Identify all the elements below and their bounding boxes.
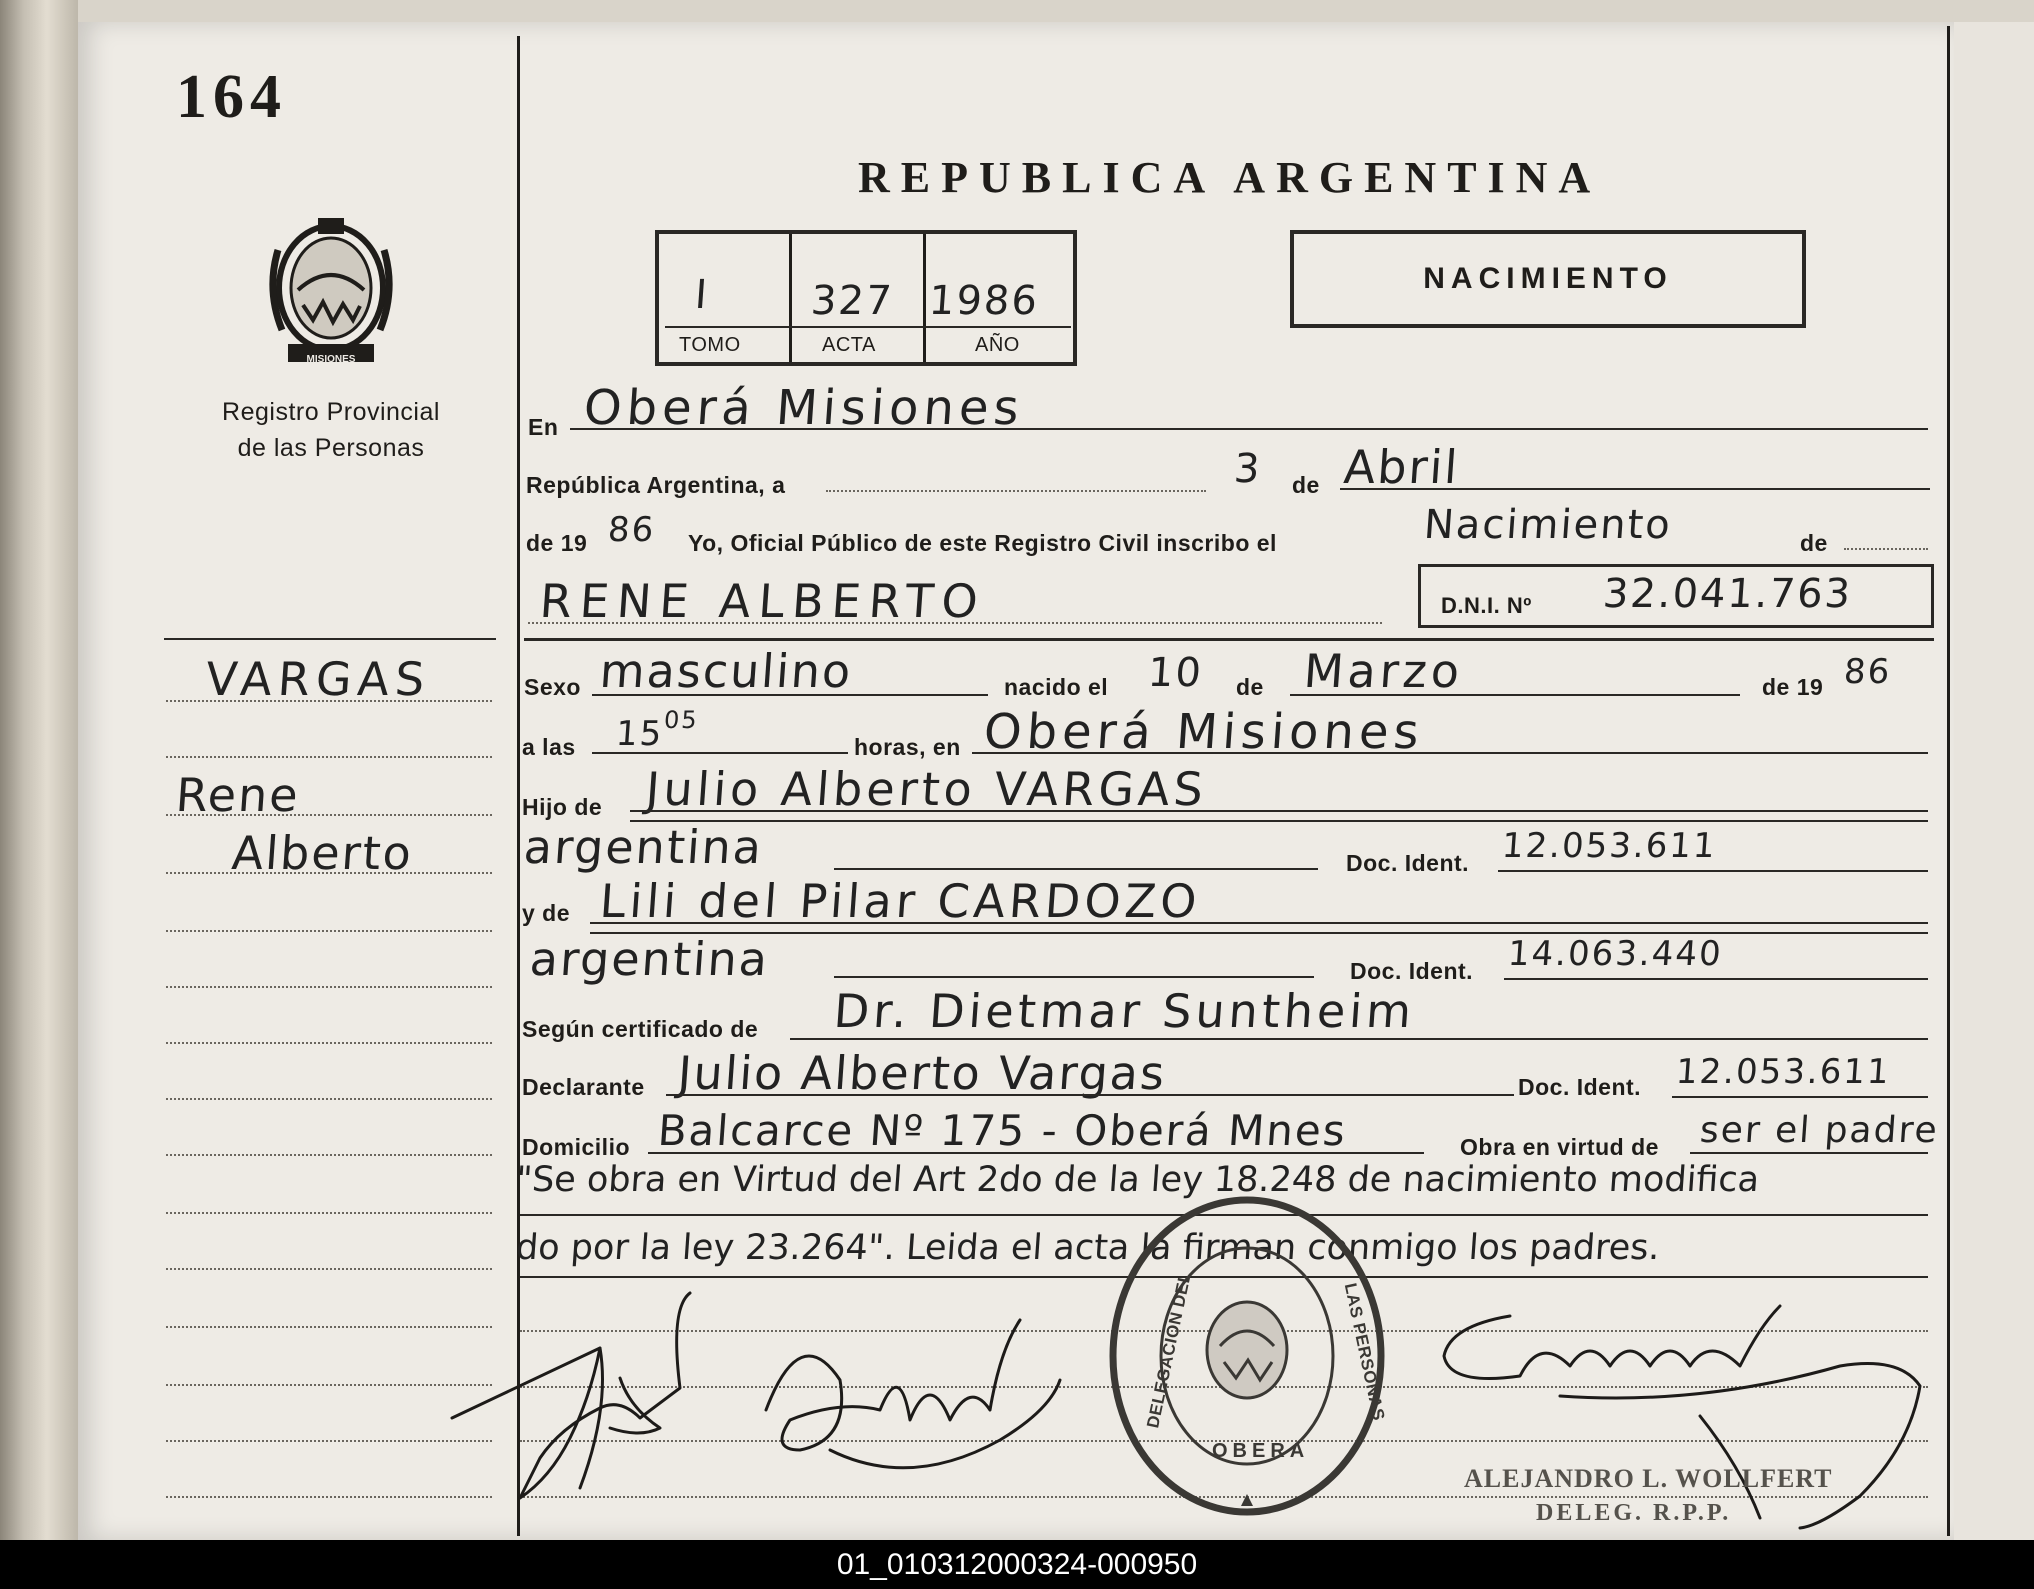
- line: [1672, 1096, 1928, 1098]
- line: [592, 694, 988, 696]
- mother-nationality: argentina: [528, 932, 771, 986]
- declarante-doc: 12.053.611: [1674, 1052, 1893, 1092]
- line: [1340, 488, 1930, 490]
- oficial-text: Yo, Oficial Público de este Registro Civil inscribo el: [688, 530, 1277, 556]
- document-id: 01_010312000324-000950: [836, 1548, 1198, 1581]
- official-name: ALEJANDRO L. WOLLFERT: [1464, 1464, 1833, 1493]
- declarante-label: Declarante: [522, 1074, 645, 1100]
- line: [528, 622, 1382, 624]
- signature-father: [450, 1288, 740, 1518]
- book-binding: [0, 0, 78, 1540]
- dni-box: [1418, 564, 1934, 628]
- place-value: Oberá Misiones: [582, 380, 1026, 436]
- republica-label: República Argentina, a: [526, 472, 786, 498]
- hour-value: 15: [614, 714, 665, 754]
- stamp-bottom-text: OBERA: [1212, 1440, 1310, 1462]
- line: [666, 1094, 1514, 1096]
- margin-line: [166, 1154, 492, 1156]
- line: [790, 1038, 1928, 1040]
- year-prefix: de 19: [526, 530, 588, 556]
- domicilio-label: Domicilio: [522, 1134, 631, 1160]
- margin-line: [166, 1212, 492, 1214]
- anio-value: 1986: [927, 278, 1041, 324]
- margin-surname: VARGAS: [204, 652, 433, 706]
- margin-line: [166, 1384, 492, 1386]
- mother-name: Lili del Pilar CARDOZO: [598, 874, 1203, 928]
- line: [1290, 694, 1740, 696]
- act-type-label: NACIMIENTO: [1423, 262, 1673, 295]
- father-doc-label: Doc. Ident.: [1346, 850, 1470, 876]
- birth-month: Marzo: [1302, 644, 1465, 698]
- birth-de: de: [1236, 674, 1264, 700]
- row-rule: [524, 638, 1934, 641]
- margin-line: [166, 986, 492, 988]
- registry-name-line2: de las Personas: [237, 434, 425, 462]
- margin-line: [166, 1326, 492, 1328]
- obra-value: ser el padre: [1698, 1110, 1941, 1151]
- stamp-left-text: DELEGACION DEL: [1143, 1270, 1195, 1430]
- line: [630, 820, 1928, 822]
- book-top-edge: [0, 0, 2034, 24]
- sexo-label: Sexo: [524, 674, 581, 700]
- minutes-value: 05: [663, 706, 700, 734]
- dni-value: 32.041.763: [1601, 571, 1854, 617]
- line: [648, 1152, 1424, 1154]
- margin-line: [166, 1268, 492, 1270]
- line: [630, 810, 1928, 812]
- declarante-name: Julio Alberto Vargas: [676, 1046, 1168, 1100]
- dni-label: D.N.I. Nº: [1441, 593, 1532, 618]
- a-las-label: a las: [522, 734, 576, 760]
- signature-mother: [760, 1300, 1070, 1490]
- birth-place: Oberá Misiones: [982, 704, 1426, 760]
- margin-line: [166, 1496, 492, 1498]
- en-label: En: [528, 414, 559, 440]
- month-value: Abril: [1342, 440, 1462, 494]
- line: [1498, 870, 1928, 872]
- father-name: Julio Alberto VARGAS: [644, 762, 1209, 816]
- next-page-edge: [1954, 22, 2034, 1540]
- tomo-label: TOMO: [679, 334, 741, 356]
- domicilio-value: Balcarce Nº 175 - Oberá Mnes: [656, 1106, 1349, 1155]
- father-nationality: argentina: [522, 820, 765, 874]
- birth-day: 10: [1146, 650, 1205, 696]
- box-divider: [923, 234, 926, 362]
- document-id-bar: [0, 1540, 2034, 1589]
- registry-name-line1: Registro Provincial: [222, 398, 440, 426]
- box-divider: [789, 234, 792, 362]
- de-label: de: [1292, 472, 1320, 498]
- acta-label: ACTA: [822, 334, 876, 356]
- line: [834, 976, 1314, 978]
- margin-line: [166, 756, 492, 758]
- act-reference-box: [655, 230, 1077, 366]
- line: [1844, 548, 1928, 550]
- official-title: DELEG. R.P.P.: [1536, 1500, 1732, 1526]
- line: [1690, 1152, 1928, 1154]
- misiones-coat-of-arms-icon: [258, 210, 404, 370]
- country-title: REPUBLICA ARGENTINA: [858, 153, 1602, 202]
- line: [972, 752, 1928, 754]
- line: [570, 428, 1928, 430]
- margin-rule: [164, 638, 496, 640]
- line: [826, 490, 1206, 492]
- birth-year-suffix: 86: [1842, 652, 1893, 692]
- page-right-rule: [1947, 26, 1950, 1536]
- line: [590, 932, 1928, 934]
- year-suffix: 86: [606, 510, 657, 550]
- margin-line: [166, 1098, 492, 1100]
- cert-value: Dr. Dietmar Suntheim: [832, 984, 1417, 1038]
- line: [590, 922, 1928, 924]
- margin-line: [166, 1440, 492, 1442]
- cert-label: Según certificado de: [522, 1016, 759, 1042]
- stamp-right-text: LAS PERSONAS: [1340, 1281, 1389, 1423]
- y-de-label: y de: [522, 900, 571, 926]
- box-underline: [665, 326, 1071, 328]
- line: [1504, 978, 1928, 980]
- child-name: RENE ALBERTO: [538, 574, 988, 628]
- nacido-label: nacido el: [1004, 674, 1109, 700]
- line: [592, 752, 848, 754]
- margin-line: [166, 1042, 492, 1044]
- margin-given-name-2: Alberto: [230, 826, 415, 880]
- father-doc: 12.053.611: [1500, 826, 1719, 866]
- act-type-box: [1290, 230, 1806, 328]
- act-word: Nacimiento: [1422, 502, 1674, 548]
- hijo-label: Hijo de: [522, 794, 603, 820]
- seal-label: MISIONES: [306, 354, 356, 365]
- margin-given-name-1: Rene: [174, 768, 302, 822]
- note-line-2: do por la ley 23.264". Leida el acta la firman conmigo los padres.: [514, 1228, 1662, 1268]
- obra-label: Obra en virtud de: [1460, 1134, 1659, 1160]
- mother-doc-label: Doc. Ident.: [1350, 958, 1474, 984]
- acta-value: 327: [809, 278, 895, 324]
- page-number: 164: [176, 63, 287, 131]
- day-value: 3: [1232, 446, 1264, 492]
- horas-label: horas, en: [854, 734, 961, 760]
- margin-line: [166, 930, 492, 932]
- mother-doc: 14.063.440: [1506, 934, 1725, 974]
- anio-label: AÑO: [975, 334, 1020, 356]
- note-line-1: "Se obra en Virtud del Art 2do de la ley 18.248 de nacimiento modifica: [514, 1160, 1761, 1200]
- tomo-value: I: [693, 272, 711, 318]
- de-after: de: [1800, 530, 1828, 556]
- declarante-doc-label: Doc. Ident.: [1518, 1074, 1642, 1100]
- birth-year-prefix: de 19: [1762, 674, 1824, 700]
- sexo-value: masculino: [598, 644, 855, 698]
- line: [834, 868, 1318, 870]
- official-stamp: [1104, 1190, 1390, 1522]
